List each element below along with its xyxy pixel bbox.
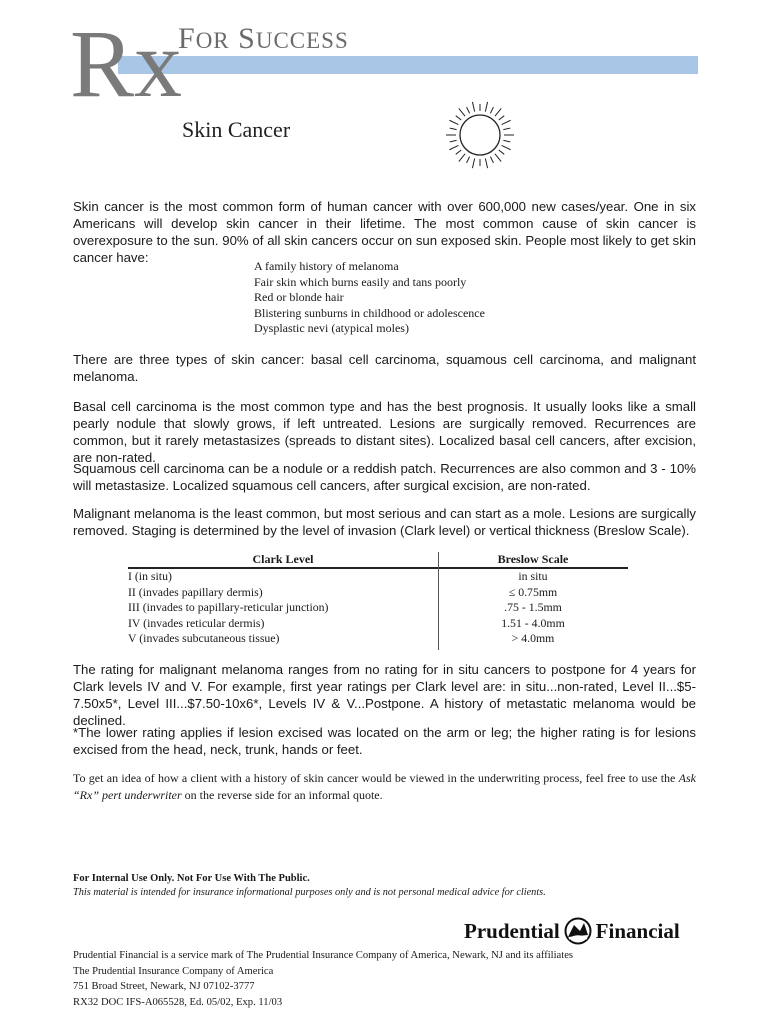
sun-ray (495, 108, 501, 116)
rock-icon (564, 917, 592, 945)
address-line: 751 Broad Street, Newark, NJ 07102-3777 (73, 981, 255, 992)
sun-ray (456, 150, 461, 154)
header-accent-bar (118, 56, 698, 74)
address-line: RX32 DOC IFS-A065528, Ed. 05/02, Exp. 11/03 (73, 996, 283, 1008)
address-line: The Prudential Insurance Company of America (73, 965, 274, 977)
rx-logo-R: Rx (70, 18, 183, 117)
clark-cell: II (invades papillary dermis) (128, 584, 263, 599)
sun-icon (440, 100, 520, 170)
sun-ray (495, 154, 501, 162)
page-title: Skin Cancer (182, 117, 291, 142)
table-row (128, 616, 628, 632)
types-paragraph: There are three types of skin cancer: basal cell carcinoma, squamous cell carcinoma, and malignant melanoma. (73, 352, 696, 384)
table-row (128, 569, 628, 585)
internal-use-notice: For Internal Use Only. Not For Use With The Public. (73, 873, 310, 884)
sun-ray (485, 158, 487, 168)
sun-ray (472, 102, 474, 112)
breslow-cell: 1.51 - 4.0mm (501, 615, 565, 630)
sun-ray (472, 158, 474, 168)
sun-ray (449, 145, 458, 149)
breslow-cell: .75 - 1.5mm (504, 600, 562, 614)
sun-ray (490, 107, 493, 113)
sun-ray (450, 140, 457, 142)
sun-ray (502, 120, 511, 124)
list-item: Red or blonde hair (254, 290, 344, 304)
sun-ray (502, 145, 511, 149)
table-row (128, 600, 628, 616)
brand-name-left: Prudential (464, 918, 560, 943)
breslow-cell: > 4.0mm (511, 631, 555, 645)
table-header-clark: Clark Level (252, 552, 314, 566)
basal-cell-paragraph: Basal cell carcinoma is the most common type and has the best prognosis. It usually looks like a small pearly nodule that slowly grows, if left untreated. Lesions are surgically removed. Recurrences are common, but it rarely metastasizes (spreads to distant sites). Localized basal cell cancers, after excision, are non-rated. (73, 399, 696, 465)
sun-ray (499, 150, 504, 154)
rating-note-paragraph: *The lower rating applies if lesion excised was located on the arm or leg; the higher rating is for lesions excised from the head, neck, trunk, hands or feet. (73, 725, 696, 757)
clark-cell: III (invades to papillary-reticular junction) (128, 600, 329, 614)
address-block (73, 948, 573, 1010)
breslow-cell: in situ (518, 569, 548, 583)
brand-name-right: Financial (595, 918, 680, 943)
sun-ray (499, 116, 504, 120)
clark-cell: I (in situ) (128, 569, 172, 583)
sun-ray (456, 116, 461, 120)
list-item: A family history of melanoma (254, 259, 399, 273)
header-title: FOR SUCCESS (178, 22, 349, 55)
table-row (128, 631, 628, 647)
rating-paragraph: The rating for malignant melanoma ranges from no rating for in situ cancers to postpone for 4 years for Clark levels IV and V. For example, first year ratings per Clark level are: in situ...non-rated, Level II...$5-7.50x5*, Level III...$7.50-10x6*, Levels IV & V...Postpone. A history of metastatic melanoma would be declined. (73, 662, 696, 728)
sun-ray (467, 157, 470, 163)
list-item: Dysplastic nevi (atypical moles) (254, 321, 409, 335)
sun-ray (503, 128, 510, 130)
squamous-cell-paragraph: Squamous cell carcinoma can be a nodule or a reddish patch. Recurrences are also common and 3 - 10% will metastasize. Localized squamous cell cancers, after surgical excision, are non-rated. (73, 461, 696, 493)
sun-ray (449, 120, 458, 124)
table-row (128, 585, 628, 601)
sun-ray (467, 107, 470, 113)
disclaimer: This material is intended for insurance informational purposes only and is not personal medical advice for clients. (73, 887, 546, 898)
breslow-cell: ≤ 0.75mm (508, 584, 558, 599)
table-header-breslow: Breslow Scale (497, 552, 569, 566)
list-item: Blistering sunburns in childhood or adolescence (254, 305, 485, 320)
clark-cell: IV (invades reticular dermis) (128, 615, 265, 630)
clark-cell: V (invades subcutaneous tissue) (128, 631, 280, 645)
quote-paragraph: To get an idea of how a client with a history of skin cancer would be viewed in the underwriting process, feel free to use the Ask “Rx” pert underwriter on the reverse side for an informal quote. (73, 771, 696, 802)
address-line: Prudential Financial is a service mark of The Prudential Insurance Company of America, Newark, NJ and its affiliates (73, 950, 574, 961)
sun-ray (503, 140, 510, 142)
sun-ray (459, 108, 465, 116)
sun-ray (459, 154, 465, 162)
melanoma-paragraph: Malignant melanoma is the least common, but most serious and can start as a mole. Lesions are surgically removed. Staging is determined by the level of invasion (Clark level) or vertical thickness (Breslow Scale). (73, 506, 696, 538)
prudential-financial-logo (464, 917, 680, 945)
ask-rx-pert-reference: Ask “Rx” pert underwriter (73, 771, 696, 802)
intro-paragraph: Skin cancer is the most common form of human cancer with over 600,000 new cases/year. One in six Americans will develop skin cancer in their lifetime. The most common cause of skin cancer is overexposure to the sun. 90% of all skin cancers occur on sun exposed skin. People most likely to get skin cancer have: (73, 199, 696, 265)
sun-ray (490, 157, 493, 163)
risk-factor-list (254, 259, 485, 337)
sun-ray (450, 128, 457, 130)
sun-ray (485, 102, 487, 112)
list-item: Fair skin which burns easily and tans poorly (254, 274, 467, 289)
